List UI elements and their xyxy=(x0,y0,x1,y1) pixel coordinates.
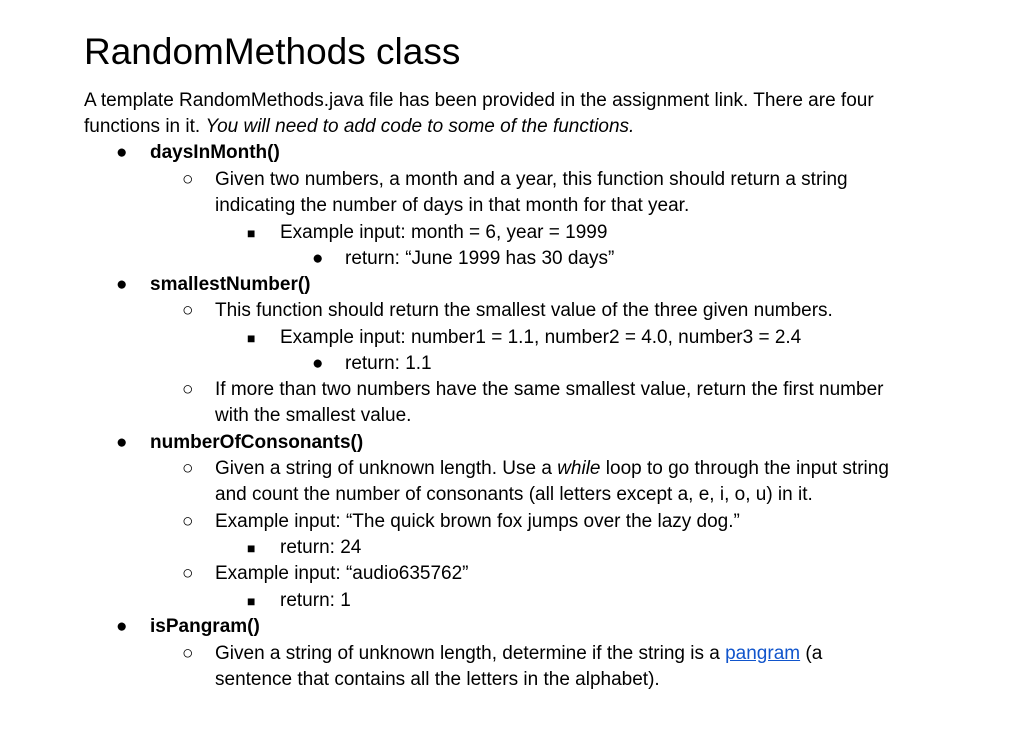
bullet-filled-icon: ● xyxy=(116,274,128,295)
bullet-hollow-icon: ○ xyxy=(182,169,194,190)
desc-text: Given a string of unknown length. Use a xyxy=(215,458,558,479)
bullet-hollow-icon: ○ xyxy=(182,511,194,532)
bullet-filled-icon: ● xyxy=(116,616,128,637)
daysinmonth-example: Example input: month = 6, year = 1999 xyxy=(280,222,608,243)
ispangram-desc-line-1 xyxy=(215,641,822,667)
desc-text: (a xyxy=(800,643,823,664)
bullet-hollow-icon: ○ xyxy=(182,563,194,584)
numberofconsonants-return-2: return: 1 xyxy=(280,590,351,611)
numberofconsonants-return-1: return: 24 xyxy=(280,537,362,558)
bullet-filled-icon: ● xyxy=(312,248,324,269)
intro-line-1: A template RandomMethods.java file has been provided in the assignment link. There are four xyxy=(84,90,874,111)
bullet-filled-icon: ● xyxy=(116,142,128,163)
intro-text: functions in it. xyxy=(84,116,206,137)
function-name-ispangram: isPangram() xyxy=(150,616,260,637)
bullet-square-icon: ■ xyxy=(247,225,256,241)
bullet-square-icon: ■ xyxy=(247,540,256,556)
daysinmonth-return: return: “June 1999 has 30 days” xyxy=(345,248,615,269)
daysinmonth-desc-line-2: indicating the number of days in that month for that year. xyxy=(215,195,690,216)
bullet-hollow-icon: ○ xyxy=(182,379,194,400)
desc-text: loop to go through the input string xyxy=(600,458,889,479)
daysinmonth-desc-line-1: Given two numbers, a month and a year, this function should return a string xyxy=(215,169,848,190)
bullet-hollow-icon: ○ xyxy=(182,300,194,321)
numberofconsonants-example-2: Example input: “audio635762” xyxy=(215,563,469,584)
desc-italic-keyword: while xyxy=(557,458,601,479)
desc-text: Given a string of unknown length, determine if the string is a xyxy=(215,643,726,664)
intro-line-2 xyxy=(84,114,634,140)
smallestnumber-desc: This function should return the smallest value of the three given numbers. xyxy=(215,300,833,321)
bullet-hollow-icon: ○ xyxy=(182,643,194,664)
smallestnumber-return: return: 1.1 xyxy=(345,353,432,374)
pangram-link[interactable]: pangram xyxy=(725,643,801,664)
numberofconsonants-desc-line-1 xyxy=(215,456,889,482)
smallestnumber-note-line-1: If more than two numbers have the same smallest value, return the first number xyxy=(215,379,884,400)
function-name-numberofconsonants: numberOfConsonants() xyxy=(150,432,364,453)
smallestnumber-note-line-2: with the smallest value. xyxy=(215,405,412,426)
page-title: RandomMethods class xyxy=(84,31,461,72)
bullet-hollow-icon: ○ xyxy=(182,458,194,479)
bullet-filled-icon: ● xyxy=(312,353,324,374)
bullet-filled-icon: ● xyxy=(116,432,128,453)
function-name-daysinmonth: daysInMonth() xyxy=(150,142,280,163)
numberofconsonants-example-1: Example input: “The quick brown fox jumps over the lazy dog.” xyxy=(215,511,740,532)
bullet-square-icon: ■ xyxy=(247,330,256,346)
intro-italic-note: You will need to add code to some of the functions. xyxy=(205,116,635,137)
ispangram-desc-line-2: sentence that contains all the letters in the alphabet). xyxy=(215,669,660,690)
smallestnumber-example: Example input: number1 = 1.1, number2 = 4.0, number3 = 2.4 xyxy=(280,327,802,348)
bullet-square-icon: ■ xyxy=(247,593,256,609)
function-name-smallestnumber: smallestNumber() xyxy=(150,274,311,295)
numberofconsonants-desc-line-2: and count the number of consonants (all letters except a, e, i, o, u) in it. xyxy=(215,484,813,505)
